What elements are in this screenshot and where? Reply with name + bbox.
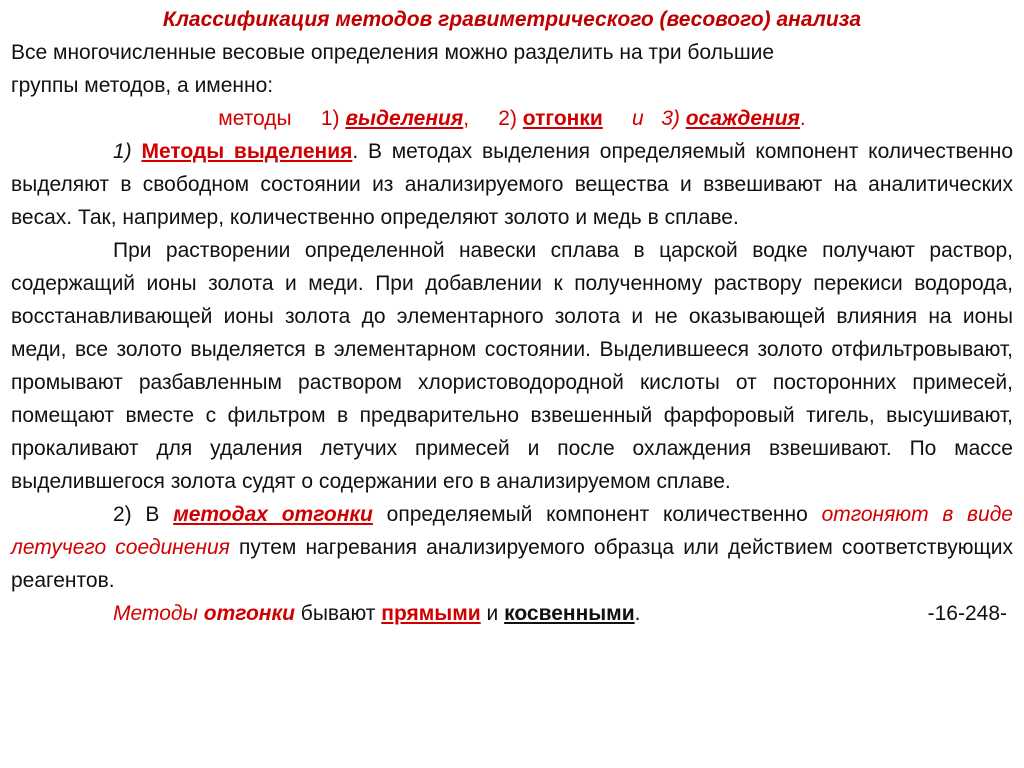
final-direct: прямыми [381,602,481,625]
intro-line-2: группы методов, а именно: [11,74,274,97]
method-1-name: выделения [345,107,464,130]
final-line [11,597,1013,630]
section-1-number: 1) [113,140,132,163]
final-distillation: отгонки [203,602,295,625]
methods-prefix: методы [218,107,292,130]
intro-line-1: Все многочисленные весовые определения можно разделить на три большие [11,41,775,64]
section-2-heading: методах отгонки [173,503,373,526]
section-1-heading: Методы выделения [141,140,353,163]
final-methods: Методы [113,602,198,625]
section-2-rest: путем нагревания анализируемого образца или действием соответствующих реагентов. [11,536,1013,592]
final-indirect: косвенными [504,602,635,625]
final-period: . [634,602,641,625]
slide-title: Классификация методов гравиметрического (весового) анализа [162,8,862,31]
method-1-number: 1) [320,107,340,130]
method-2-number: 2) [498,107,517,130]
final-are: бывают [300,602,376,625]
method-2-name: отгонки [522,107,603,130]
paragraph-2: При растворении определенной навески сплава в царской водке получают раствор, содержащий ионы золота и меди. При добавлении к полученному раствору перекиси водорода, восстанавливающей ионы золота до элементарного золота и не оказывающей влияния на ионы меди, все золото выделяется в элементарном состоянии. Выделившееся золото отфильтровывают, промывают разбавленным раствором хлористоводородной кислоты от посторонних примесей, помещают вместе с фильтром в предварительно взвешенный фарфоровый тигель, высушивают, прокаливают для удаления летучих примесей и после охлаждения взвешивают. По массе выделившегося золота судят о содержании его в анализируемом сплаве. [11,239,1013,493]
methods-list [11,102,1013,135]
section-2-middle: определяемый компонент количественно [386,503,808,526]
method-1-comma: , [463,107,470,130]
method-3-number: 3) [661,107,680,130]
methods-period: . [799,107,806,130]
section-2-number: 2) В [113,503,160,526]
section-1-paragraph [11,135,1013,234]
section-2-emphasis: отгоняют в виде летучего соединения [11,503,1013,559]
methods-conjunction: и [631,107,644,130]
final-and: и [486,602,499,625]
page-number: -16-248- [927,602,1007,625]
section-2-paragraph [11,498,1013,597]
section-1-text: . В методах выделения определяемый компонент количественно выделяют в свободном состоянии из анализируемого вещества и взвешивают на аналитических весах. Так, например, количественно определяют золото и медь в сплаве. [11,140,1013,229]
method-3-name: осаждения [685,107,800,130]
